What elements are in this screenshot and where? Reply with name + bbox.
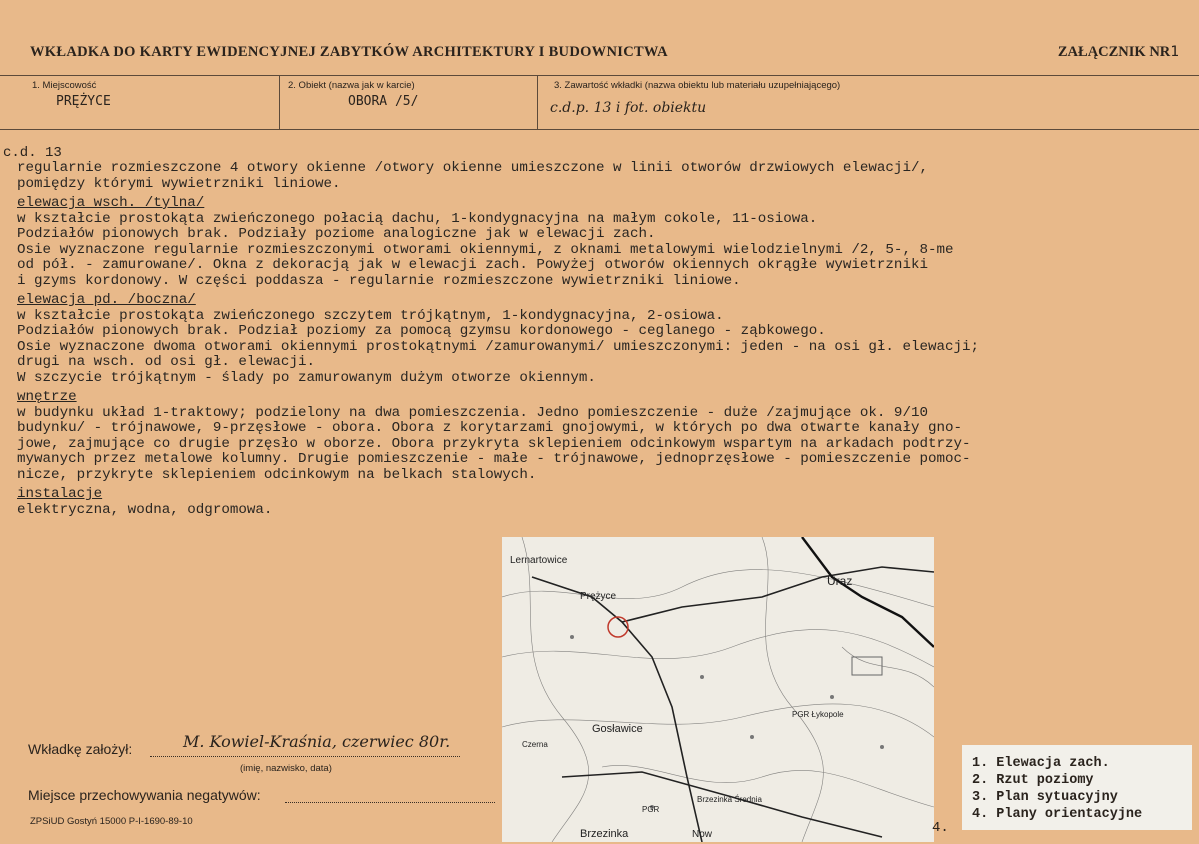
description-body	[17, 145, 1192, 518]
section-heading: wnętrze	[17, 389, 77, 405]
negatives-label: Miejsce przechowywania negatywów:	[28, 787, 261, 803]
author-hint: (imię, nazwisko, data)	[240, 763, 332, 774]
legend-item: 3. Plan sytuacyjny	[972, 790, 1118, 805]
contents-value: c.d.p. 13 i fot. obiektu	[550, 100, 707, 116]
map-label: Prężyce	[580, 591, 617, 602]
section-heading: elewacja pd. /boczna/	[17, 292, 196, 308]
map-label: Uraz	[827, 574, 853, 588]
section-south-elevation	[17, 293, 1192, 386]
section-text: w budynku układ 1-traktowy; podzielony na dwa pomieszczenia. Jedno pomieszczenie - duże /zajmujące ok. 9/10 budynku/ - trójnawowe, 9-przęsłowe - obora. Obora z korytarzami gnojowymi, w których po dwa otwarte kanały gno- jowe, zajmujące co drugie przęsło w oborze. Obora przykryta sklepieniem odcinkowym wspartym na arkadach podtrzy- mywanych przez metalowe kolumny. Drugie pomieszczenie - małe - trójnawowe, jednoprzęsłowe - pomieszczenie pomoc- nicze, przykryte sklepieniem odcinkowym na belkach stalowych.	[17, 404, 971, 483]
map-label: Brzezinka Średnia	[697, 795, 762, 804]
continued-mark: c.d. 13	[3, 145, 62, 161]
object-label: 2. Obiekt (nazwa jak w karcie)	[288, 80, 415, 91]
map-label: PGR Łykopole	[792, 710, 844, 719]
author-line	[150, 756, 460, 757]
field-separator	[279, 76, 280, 129]
legend-item: 1. Elewacja zach.	[972, 756, 1110, 771]
annex-label-text: ZAŁĄCZNIK NR	[1057, 44, 1171, 60]
intro-text: regularnie rozmieszczone 4 otwory okienne /otwory okienne umieszczone w linii otworów drzwiowych elewacji/, pomiędzy którymi wywietrzniki liniowe.	[17, 160, 928, 192]
annex-number: 1	[1170, 44, 1179, 60]
section-text: elektryczna, wodna, odgromowa.	[17, 501, 273, 518]
attachment-legend	[962, 745, 1192, 830]
section-text: w kształcie prostokąta zwieńczonego szczytem trójkątnym, 1-kondygnacyjna, 2-osiowa. Podziałów pionowych brak. Podział poziomy za pomocą gzymsu kordonowego - ceglanego - ząbkowego. Osie wyznaczone dwoma otworami okiennymi prostokątnymi /zamurowanymi/ umieszczonymi: jeden - na osi gł. elewacji; drugi na wsch. od osi gł. elewacji. W szczycie trójkątnym - ślady po zamurowanym dużym otworze okiennym.	[17, 307, 980, 386]
field-separator	[537, 76, 538, 129]
map-label: Now	[692, 829, 713, 840]
map-label: PGR	[642, 805, 660, 814]
section-interior	[17, 390, 1192, 483]
locality-label: 1. Miejscowość	[32, 80, 97, 91]
annex-label	[1058, 44, 1179, 61]
header-divider	[0, 75, 1199, 76]
map-label: Lernartowice	[510, 555, 568, 566]
contents-label: 3. Zawartość wkładki (nazwa obiektu lub materiału uzupełniającego)	[554, 80, 841, 91]
map-drawing	[502, 537, 934, 842]
map-label: Czerna	[522, 740, 548, 749]
author-label: Wkładkę założył:	[28, 741, 133, 757]
form-title: WKŁADKA DO KARTY EWIDENCYJNEJ ZABYTKÓW ARCHITEKTURY I BUDOWNICTWA	[30, 44, 668, 60]
section-east-elevation	[17, 196, 1192, 289]
object-value: OBORA /5/	[348, 94, 419, 109]
locality-value: PRĘŻYCE	[56, 94, 111, 109]
location-map	[502, 537, 934, 842]
negatives-line	[285, 802, 495, 803]
legend-item: 4. Plany orientacyjne	[972, 807, 1143, 822]
section-heading: elewacja wsch. /tylna/	[17, 195, 205, 211]
author-signature: M. Kowiel-Kraśnia, czerwiec 80r.	[183, 732, 451, 751]
map-label: Brzezinka	[580, 828, 629, 840]
print-code: ZPSiUD Gostyń 15000 P-I-1690-89-10	[30, 816, 193, 827]
map-label: Gosławice	[592, 723, 643, 735]
map-page-number: 4.	[932, 820, 949, 836]
section-installations	[17, 487, 1192, 518]
legend-item: 2. Rzut poziomy	[972, 773, 1094, 788]
section-heading: instalacje	[17, 486, 103, 502]
section-text: w kształcie prostokąta zwieńczonego połacią dachu, 1-kondygnacyjna na małym cokole, 11-osiowa. Podziałów pionowych brak. Podziały poziome analogiczne jak w elewacji zach. Osie wyznaczone regularnie rozmieszczonymi otworami okiennymi, z oknami metalowymi wielodzielnymi /2, 5-, 8-me od pół. - zamurowane/. Okna z dekoracją jak w elewacji zach. Powyżej otworów okiennych okrągłe wywietrzniki i gzyms kordonowy. W części poddasza - regularnie rozmieszczone wywietrzniki liniowe.	[17, 210, 954, 289]
fields-divider	[0, 129, 1199, 130]
